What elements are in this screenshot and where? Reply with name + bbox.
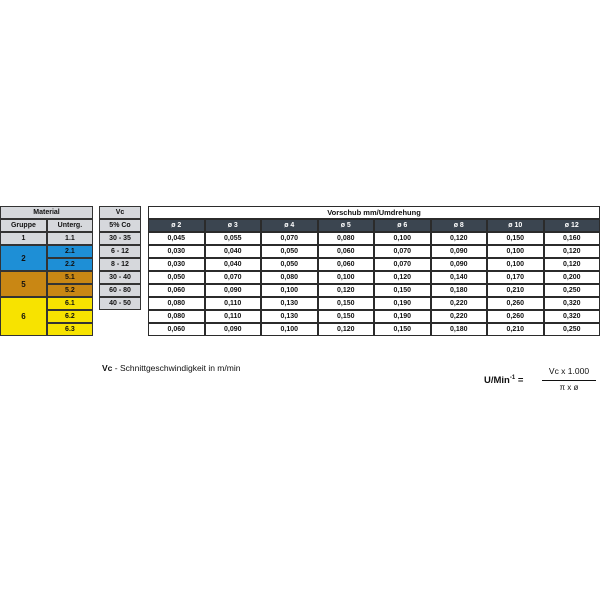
feed-cell: 0,045: [148, 232, 205, 245]
feed-cell: 0,100: [261, 323, 318, 336]
table-row: [148, 245, 600, 258]
vc-cell: 6 - 12: [99, 245, 141, 258]
feed-cell: 0,150: [318, 310, 375, 323]
feed-cell: 0,040: [205, 258, 262, 271]
feed-cell: 0,040: [205, 245, 262, 258]
feed-cell: 0,170: [487, 271, 544, 284]
feed-cell: 0,080: [148, 297, 205, 310]
feed-cell: 0,120: [318, 284, 375, 297]
vc-legend-text: - Schnittgeschwindigkeit in m/min: [112, 363, 241, 373]
diameter-header: ø 10: [487, 219, 544, 232]
gruppe-cell: 1: [0, 232, 47, 245]
unterg-cell: 5.2: [47, 284, 93, 297]
diameter-header: ø 6: [374, 219, 431, 232]
feed-cell: 0,200: [544, 271, 600, 284]
gruppe-cell: 5: [0, 271, 47, 297]
feed-cell: 0,090: [431, 258, 488, 271]
gruppe-cell: 6: [0, 297, 47, 336]
feed-cell: 0,050: [148, 271, 205, 284]
feed-cell: 0,250: [544, 323, 600, 336]
feed-cell: 0,080: [318, 232, 375, 245]
unterg-cell: 2.1: [47, 245, 93, 258]
feed-cell: 0,100: [487, 245, 544, 258]
feed-cell: 0,080: [148, 310, 205, 323]
feed-cell: 0,130: [261, 310, 318, 323]
formula-exponent: -1: [509, 375, 516, 381]
feed-cell: 0,100: [374, 232, 431, 245]
vc-cell: 8 - 12: [99, 258, 141, 271]
feed-cell: 0,090: [431, 245, 488, 258]
table-row: [148, 310, 600, 323]
diameter-header: ø 4: [261, 219, 318, 232]
feed-cell: 0,210: [487, 323, 544, 336]
table-row: [148, 271, 600, 284]
feed-title: Vorschub mm/Umdrehung: [148, 206, 600, 219]
feed-cell: 0,090: [205, 323, 262, 336]
feed-cell: 0,120: [544, 258, 600, 271]
feed-cell: 0,320: [544, 310, 600, 323]
feed-cell: 0,150: [374, 284, 431, 297]
feed-cell: 0,120: [374, 271, 431, 284]
feed-cell: 0,150: [318, 297, 375, 310]
diameter-header-row: [148, 219, 600, 232]
feed-cell: 0,070: [261, 232, 318, 245]
feed-cell: 0,180: [431, 284, 488, 297]
feed-cell: 0,070: [374, 258, 431, 271]
feed-cell: 0,220: [431, 310, 488, 323]
feed-cell: 0,150: [487, 232, 544, 245]
feed-cell: 0,055: [205, 232, 262, 245]
diameter-header: ø 5: [318, 219, 375, 232]
feed-cell: 0,070: [374, 245, 431, 258]
feed-cell: 0,190: [374, 310, 431, 323]
feed-cell: 0,260: [487, 297, 544, 310]
formula-equals: =: [515, 375, 524, 387]
feed-cell: 0,320: [544, 297, 600, 310]
feed-cell: 0,100: [318, 271, 375, 284]
unterg-header: Unterg.: [47, 219, 93, 232]
formula-lhs: [484, 375, 523, 386]
feed-cell: 0,180: [431, 323, 488, 336]
vc-legend-abbr: Vc: [102, 363, 113, 373]
feed-cell: 0,110: [205, 297, 262, 310]
feed-cell: 0,070: [205, 271, 262, 284]
vc-cell: 40 - 50: [99, 297, 141, 310]
vc-cell: 30 - 35: [99, 232, 141, 245]
diameter-header: ø 3: [205, 219, 262, 232]
vc-cell: 30 - 40: [99, 271, 141, 284]
feed-cell: 0,090: [205, 284, 262, 297]
feed-cell: 0,140: [431, 271, 488, 284]
unterg-cell: 5.1: [47, 271, 93, 284]
material-header: Material: [0, 206, 93, 219]
feed-cell: 0,120: [544, 245, 600, 258]
table-row: [148, 258, 600, 271]
feed-cell: 0,060: [318, 245, 375, 258]
formula-numerator: Vc x 1.000: [548, 366, 590, 376]
fraction-bar: [542, 380, 596, 381]
feed-cell: 0,150: [374, 323, 431, 336]
table-row: [148, 284, 600, 297]
vc-header: Vc: [99, 206, 141, 219]
formula-denominator: π x ø: [559, 383, 579, 392]
diameter-header: ø 2: [148, 219, 205, 232]
feed-cell: 0,120: [318, 323, 375, 336]
unterg-cell: 6.3: [47, 323, 93, 336]
feed-cell: 0,050: [261, 258, 318, 271]
feed-cell: 0,030: [148, 258, 205, 271]
vc-subheader: 5% Co: [99, 219, 141, 232]
feed-cell: 0,050: [261, 245, 318, 258]
feed-table: [148, 206, 600, 336]
feed-cell: 0,080: [261, 271, 318, 284]
unterg-cell: 2.2: [47, 258, 93, 271]
feed-body: [148, 232, 600, 336]
feed-cell: 0,130: [261, 297, 318, 310]
feed-cell: 0,060: [148, 323, 205, 336]
vc-cell: 60 - 80: [99, 284, 141, 297]
formula-lhs-text: U/Min: [484, 375, 510, 387]
feed-cell: 0,060: [318, 258, 375, 271]
feed-cell: 0,100: [261, 284, 318, 297]
feed-cell: 0,220: [431, 297, 488, 310]
feed-cell: 0,060: [148, 284, 205, 297]
table-row: [148, 323, 600, 336]
vc-table: [99, 206, 141, 310]
feed-cell: 0,160: [544, 232, 600, 245]
feed-cell: 0,030: [148, 245, 205, 258]
unterg-cell: 6.2: [47, 310, 93, 323]
table-row: [148, 232, 600, 245]
feed-cell: 0,110: [205, 310, 262, 323]
feed-cell: 0,190: [374, 297, 431, 310]
table-row: [148, 297, 600, 310]
rpm-formula: [484, 366, 598, 400]
diameter-header: ø 8: [431, 219, 488, 232]
gruppe-cell: 2: [0, 245, 47, 271]
feed-cell: 0,120: [431, 232, 488, 245]
feed-cell: 0,250: [544, 284, 600, 297]
unterg-cell: 1.1: [47, 232, 93, 245]
feed-cell: 0,100: [487, 258, 544, 271]
diameter-header: ø 12: [544, 219, 600, 232]
feed-cell: 0,260: [487, 310, 544, 323]
feed-cell: 0,210: [487, 284, 544, 297]
unterg-cell: 6.1: [47, 297, 93, 310]
material-table: [0, 206, 93, 336]
vc-legend: [102, 363, 240, 373]
gruppe-header: Gruppe: [0, 219, 47, 232]
